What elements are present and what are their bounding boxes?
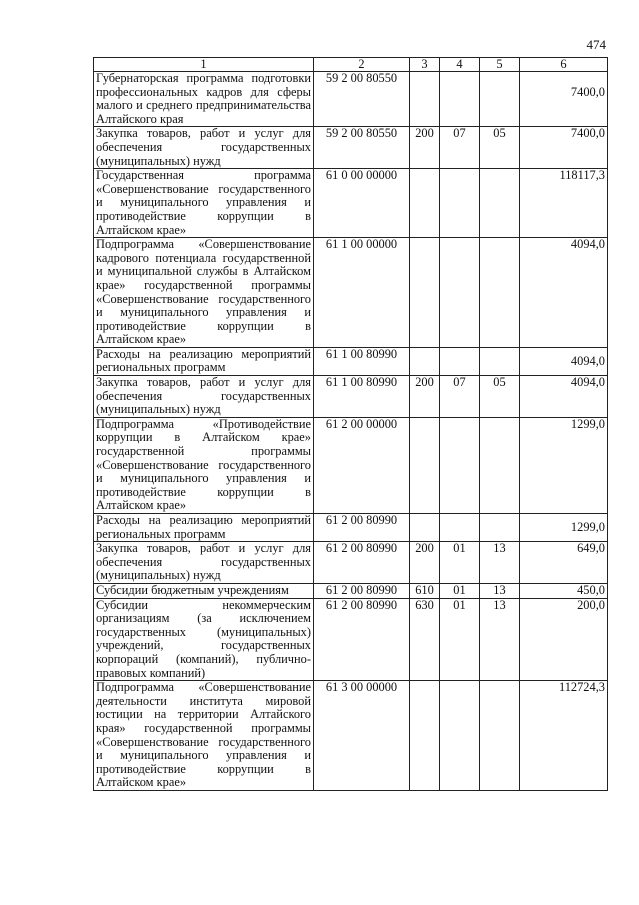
row-c4: 01 bbox=[440, 598, 480, 681]
row-c3: 630 bbox=[410, 598, 440, 681]
row-amount: 112724,3 bbox=[558, 680, 605, 695]
row-code: 61 1 00 80990 bbox=[314, 376, 410, 418]
header-col-4: 4 bbox=[440, 58, 480, 72]
row-name: Расходы на реализацию мероприятий региональных программ bbox=[94, 347, 314, 375]
table-row bbox=[94, 542, 608, 584]
table-row bbox=[94, 417, 608, 513]
row-name: Субсидии некоммерческим организациям (за исключением государственных (муниципальных) учреждений, государственных корпораций (компаний), публично-правовых компаний) bbox=[94, 598, 314, 681]
row-code: 61 1 00 00000 bbox=[314, 238, 410, 348]
table-header bbox=[94, 58, 608, 72]
row-amount: 1299,0 bbox=[570, 520, 605, 534]
row-code: 61 2 00 80990 bbox=[314, 542, 410, 584]
row-amount: 649,0 bbox=[577, 541, 605, 556]
row-c4 bbox=[440, 169, 480, 238]
row-c4 bbox=[440, 681, 480, 791]
row-c5 bbox=[480, 238, 520, 348]
row-amount: 200,0 bbox=[577, 598, 605, 612]
row-c5 bbox=[480, 681, 520, 791]
header-col-5: 5 bbox=[480, 58, 520, 72]
row-c3 bbox=[410, 417, 440, 513]
row-c5 bbox=[480, 72, 520, 127]
row-c3 bbox=[410, 238, 440, 348]
row-name: Закупка товаров, работ и услуг для обеспечения государственных (муниципальных) нужд bbox=[94, 542, 314, 584]
row-c4: 01 bbox=[440, 583, 480, 598]
page-number: 474 bbox=[586, 37, 606, 52]
table-row bbox=[94, 238, 608, 348]
row-code: 61 2 00 80990 bbox=[314, 598, 410, 681]
row-c5: 13 bbox=[480, 583, 520, 598]
row-name: Подпрограмма «Совершенствование кадрового потенциала государственной и муниципальной службы в Алтайском крае» государственной программы «Совершенствование государственного и муниципального управления и противодействие коррупции в Алтайском крае» bbox=[94, 238, 314, 348]
row-c4: 07 bbox=[440, 376, 480, 418]
row-c3 bbox=[410, 72, 440, 127]
row-name: Субсидии бюджетным учреждениям bbox=[94, 583, 314, 598]
budget-table bbox=[93, 57, 608, 791]
row-code: 59 2 00 80550 bbox=[314, 127, 410, 169]
row-c5 bbox=[480, 514, 520, 542]
row-code: 61 2 00 00000 bbox=[314, 417, 410, 513]
row-c3 bbox=[410, 681, 440, 791]
table-row bbox=[94, 681, 608, 791]
row-c4 bbox=[440, 514, 480, 542]
row-amount: 7400,0 bbox=[570, 85, 605, 99]
row-code: 61 0 00 00000 bbox=[314, 169, 410, 238]
row-name: Подпрограмма «Совершенствование деятельности института мировой юстиции на территории Алтайского края» государственной программы «Совершенствование государственного и муниципального управления и противодействие коррупции в Алтайском крае» bbox=[94, 681, 314, 791]
row-amount: 118117,3 bbox=[559, 168, 605, 183]
row-amount: 7400,0 bbox=[570, 126, 605, 141]
row-code: 61 3 00 00000 bbox=[314, 681, 410, 791]
table-row bbox=[94, 583, 608, 598]
row-c4: 01 bbox=[440, 542, 480, 584]
header-col-1: 1 bbox=[94, 58, 314, 72]
row-c3 bbox=[410, 169, 440, 238]
row-c3 bbox=[410, 514, 440, 542]
row-name: Губернаторская программа подготовки профессиональных кадров для сферы малого и среднего предпринимательства Алтайского края bbox=[94, 72, 314, 127]
row-name: Закупка товаров, работ и услуг для обеспечения государственных (муниципальных) нужд bbox=[94, 127, 314, 169]
row-c4 bbox=[440, 417, 480, 513]
table-row bbox=[94, 514, 608, 542]
row-c5: 13 bbox=[480, 542, 520, 584]
header-col-2: 2 bbox=[314, 58, 410, 72]
table-row bbox=[94, 169, 608, 238]
table-row bbox=[94, 376, 608, 418]
row-name: Расходы на реализацию мероприятий региональных программ bbox=[94, 514, 314, 542]
row-name: Государственная программа «Совершенствование государственного и муниципального управления и противодействие коррупции в Алтайском крае» bbox=[94, 169, 314, 238]
row-c5 bbox=[480, 169, 520, 238]
row-name: Подпрограмма «Противодействие коррупции в Алтайском крае» государственной программы «Совершенствование государственного и муниципального управления и противодействие коррупции в Алтайском крае» bbox=[94, 417, 314, 513]
row-c3: 200 bbox=[410, 376, 440, 418]
header-col-3: 3 bbox=[410, 58, 440, 72]
row-code: 61 1 00 80990 bbox=[314, 347, 410, 375]
header-col-6: 6 bbox=[520, 58, 608, 72]
table-row bbox=[94, 127, 608, 169]
row-c5 bbox=[480, 417, 520, 513]
row-c5: 13 bbox=[480, 598, 520, 681]
row-c4 bbox=[440, 347, 480, 375]
row-amount: 4094,0 bbox=[570, 353, 605, 368]
row-name: Закупка товаров, работ и услуг для обеспечения государственных (муниципальных) нужд bbox=[94, 376, 314, 418]
row-amount: 450,0 bbox=[577, 583, 605, 597]
row-c4 bbox=[440, 238, 480, 348]
row-c5 bbox=[480, 347, 520, 375]
row-c3: 200 bbox=[410, 542, 440, 584]
row-c5: 05 bbox=[480, 127, 520, 169]
row-amount: 4094,0 bbox=[570, 375, 605, 390]
row-amount: 4094,0 bbox=[570, 237, 605, 252]
row-c3 bbox=[410, 347, 440, 375]
row-code: 59 2 00 80550 bbox=[314, 72, 410, 127]
row-c4: 07 bbox=[440, 127, 480, 169]
row-c3: 610 bbox=[410, 583, 440, 598]
row-c3: 200 bbox=[410, 127, 440, 169]
row-amount: 1299,0 bbox=[570, 417, 605, 431]
row-code: 61 2 00 80990 bbox=[314, 583, 410, 598]
table-row bbox=[94, 598, 608, 681]
row-c4 bbox=[440, 72, 480, 127]
row-code: 61 2 00 80990 bbox=[314, 514, 410, 542]
table-row bbox=[94, 72, 608, 127]
header-row bbox=[94, 58, 608, 72]
row-c5: 05 bbox=[480, 376, 520, 418]
table-row bbox=[94, 347, 608, 375]
